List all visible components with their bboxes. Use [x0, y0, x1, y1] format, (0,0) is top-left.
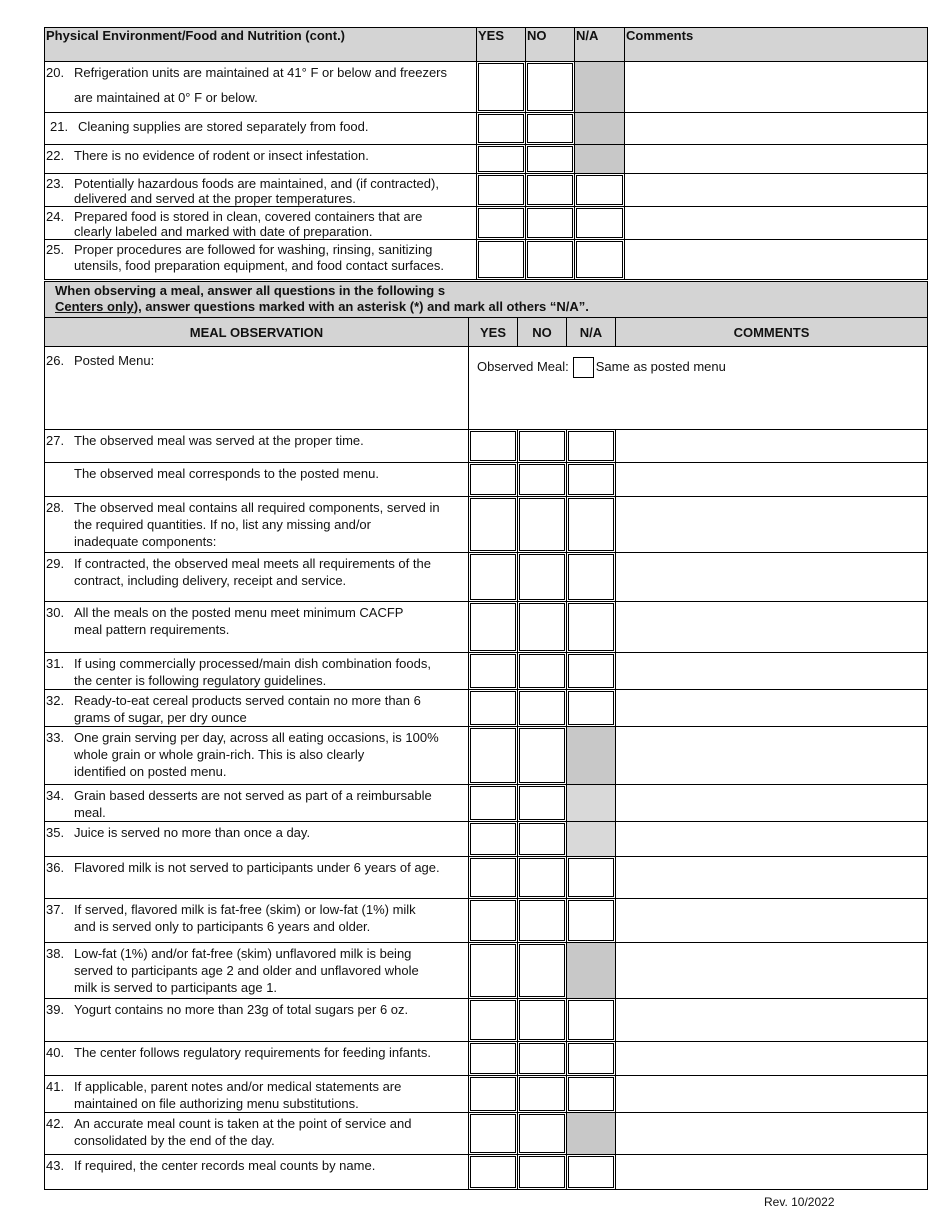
yes-checkbox[interactable] [469, 463, 518, 497]
question-text [45, 145, 477, 174]
question-row-29 [45, 553, 928, 602]
yes-checkbox[interactable] [469, 857, 518, 899]
yes-checkbox[interactable] [469, 899, 518, 943]
question-line: Prepared food is stored in clean, covered containers that are [74, 209, 423, 224]
question-line: Cleaning supplies are stored separately from food. [78, 119, 369, 134]
question-line: grams of sugar, per dry ounce [74, 710, 247, 725]
na-header: N/A [575, 28, 625, 62]
comments-field[interactable] [616, 1076, 928, 1113]
question-row-41 [45, 1076, 928, 1113]
question-row-31 [45, 653, 928, 690]
same-as-posted-checkbox[interactable] [573, 357, 594, 378]
comments-field[interactable] [616, 943, 928, 999]
question-number: 31. [46, 656, 65, 671]
question-row-43 [45, 1155, 928, 1190]
na-checkbox[interactable] [567, 430, 616, 463]
yes-header: YES [469, 318, 518, 347]
yes-checkbox[interactable] [469, 999, 518, 1042]
na-cell-disabled [567, 1113, 616, 1155]
question-row-34 [45, 785, 928, 822]
comments-header: Comments [625, 28, 928, 62]
question-row-33 [45, 727, 928, 785]
question-text [45, 1155, 469, 1190]
question-line: identified on posted menu. [74, 764, 227, 779]
question-number: 22. [46, 148, 65, 163]
question-text [45, 497, 469, 553]
same-as-posted-label: Same as posted menu [595, 358, 726, 374]
question-line: consolidated by the end of the day. [74, 1133, 275, 1148]
question-line: The observed meal was served at the proper time. [74, 433, 364, 448]
comments-field[interactable] [625, 113, 928, 145]
no-checkbox[interactable] [518, 999, 567, 1042]
question-line: One grain serving per day, across all eating occasions, is 100% [74, 730, 439, 745]
question-line: Juice is served no more than once a day. [74, 825, 311, 840]
question-row-23 [45, 174, 928, 207]
question-line: All the meals on the posted menu meet minimum CACFP [74, 605, 404, 620]
no-header: NO [526, 28, 575, 62]
question-line: Potentially hazardous foods are maintained, and (if contracted), [74, 176, 439, 191]
instructions-banner [45, 282, 928, 318]
question-line: If using commercially processed/main dish combination foods, [74, 656, 431, 671]
question-number: 42. [46, 1116, 65, 1131]
question-row-27 [45, 430, 928, 463]
question-text [45, 899, 469, 943]
question-line: If served, flavored milk is fat-free (skim) or low-fat (1%) milk [74, 902, 416, 917]
question-line: the required quantities. If no, list any missing and/or [74, 517, 371, 532]
no-checkbox[interactable] [518, 1113, 567, 1155]
yes-checkbox[interactable] [477, 113, 526, 145]
question-line: If applicable, parent notes and/or medical statements are [74, 1079, 402, 1094]
yes-checkbox[interactable] [469, 727, 518, 785]
question-line: Yogurt contains no more than 23g of total sugars per 6 oz. [74, 1002, 409, 1017]
no-checkbox[interactable] [518, 430, 567, 463]
question-number: 35. [46, 825, 65, 840]
no-checkbox[interactable] [518, 727, 567, 785]
no-checkbox[interactable] [518, 497, 567, 553]
na-checkbox[interactable] [567, 999, 616, 1042]
question-text [45, 999, 469, 1042]
posted-menu-label: Posted Menu: [74, 353, 155, 368]
question-row-37 [45, 899, 928, 943]
question-number: 30. [46, 605, 65, 620]
question-line: Flavored milk is not served to participants under 6 years of age. [74, 860, 440, 875]
question-number: 43. [46, 1158, 65, 1173]
question-number: 29. [46, 556, 65, 571]
question-text [45, 1113, 469, 1155]
question-row-32 [45, 690, 928, 727]
yes-checkbox[interactable] [477, 240, 526, 280]
question-text [45, 653, 469, 690]
question-text [45, 1042, 469, 1076]
question-text [45, 240, 477, 280]
na-checkbox[interactable] [567, 690, 616, 727]
na-checkbox[interactable] [575, 174, 625, 207]
na-checkbox[interactable] [567, 653, 616, 690]
posted-menu-cell[interactable] [45, 347, 469, 430]
question-number: 37. [46, 902, 65, 917]
no-checkbox[interactable] [526, 240, 575, 280]
question-line: milk is served to participants age 1. [74, 980, 278, 995]
yes-checkbox[interactable] [469, 553, 518, 602]
question-line: clearly labeled and marked with date of preparation. [74, 224, 373, 239]
question-text [45, 113, 477, 145]
comments-field[interactable] [616, 727, 928, 785]
question-text [45, 857, 469, 899]
question-line: whole grain or whole grain-rich. This is also clearly [74, 747, 365, 762]
question-number: 25. [46, 242, 65, 257]
comments-field[interactable] [616, 899, 928, 943]
yes-checkbox[interactable] [469, 653, 518, 690]
comments-field[interactable] [616, 1113, 928, 1155]
no-checkbox[interactable] [518, 553, 567, 602]
yes-checkbox[interactable] [469, 1155, 518, 1190]
question-line: An accurate meal count is taken at the point of service and [74, 1116, 412, 1131]
no-checkbox[interactable] [518, 857, 567, 899]
question-line: served to participants age 2 and older and unflavored whole [74, 963, 419, 978]
no-checkbox[interactable] [518, 822, 567, 857]
banner-line-2 [55, 299, 927, 315]
comments-field[interactable] [616, 497, 928, 553]
question-number: 41. [46, 1079, 65, 1094]
no-checkbox[interactable] [518, 943, 567, 999]
question-text [45, 1076, 469, 1113]
question-text [45, 430, 469, 463]
yes-checkbox[interactable] [469, 822, 518, 857]
no-checkbox[interactable] [518, 653, 567, 690]
na-checkbox[interactable] [567, 602, 616, 653]
question-number: 27. [46, 433, 65, 448]
no-checkbox[interactable] [518, 690, 567, 727]
comments-field[interactable] [616, 785, 928, 822]
question-number: 33. [46, 730, 65, 745]
question-line: meal pattern requirements. [74, 622, 230, 637]
question-number: 38. [46, 946, 65, 961]
question-number: 26. [46, 353, 65, 368]
comments-field[interactable] [616, 1042, 928, 1076]
comments-field[interactable] [616, 999, 928, 1042]
question-line: delivered and served at the proper temperatures. [74, 191, 356, 206]
question-text [45, 727, 469, 785]
comments-field[interactable] [616, 1155, 928, 1190]
question-number: 24. [46, 209, 65, 224]
na-cell-disabled [575, 145, 625, 174]
no-checkbox[interactable] [526, 174, 575, 207]
no-checkbox[interactable] [518, 899, 567, 943]
question-text [45, 174, 477, 207]
question-line: Grain based desserts are not served as part of a reimbursable [74, 788, 432, 803]
question-text [45, 822, 469, 857]
question-text [45, 785, 469, 822]
na-checkbox[interactable] [567, 463, 616, 497]
question-text [45, 943, 469, 999]
question-line: and is served only to participants 6 years and older. [74, 919, 371, 934]
observed-meal-cell [469, 347, 928, 430]
na-cell-disabled [567, 785, 616, 822]
no-checkbox[interactable] [518, 1155, 567, 1190]
question-line: the center is following regulatory guidelines. [74, 673, 327, 688]
na-checkbox[interactable] [567, 1076, 616, 1113]
yes-header: YES [477, 28, 526, 62]
question-row-40 [45, 1042, 928, 1076]
question-number: 28. [46, 500, 65, 515]
question-line: If required, the center records meal counts by name. [74, 1158, 376, 1173]
na-checkbox[interactable] [567, 1155, 616, 1190]
comments-field[interactable] [625, 174, 928, 207]
question-number: 20. [46, 65, 65, 80]
question-number: 34. [46, 788, 65, 803]
question-number: 39. [46, 1002, 65, 1017]
no-checkbox[interactable] [526, 62, 575, 113]
question-line: Low-fat (1%) and/or fat-free (skim) unflavored milk is being [74, 946, 412, 961]
na-checkbox[interactable] [567, 1042, 616, 1076]
question-text [45, 602, 469, 653]
yes-checkbox[interactable] [469, 785, 518, 822]
yes-checkbox[interactable] [477, 207, 526, 240]
question-row-27b [45, 463, 928, 497]
na-cell-disabled [567, 822, 616, 857]
no-checkbox[interactable] [526, 145, 575, 174]
na-cell-disabled [575, 62, 625, 113]
no-checkbox[interactable] [518, 602, 567, 653]
na-cell-disabled [567, 727, 616, 785]
na-header: N/A [567, 318, 616, 347]
yes-checkbox[interactable] [469, 602, 518, 653]
question-number: 36. [46, 860, 65, 875]
observed-meal-label: Observed Meal: [477, 358, 569, 374]
banner-text: ), answer questions marked with an asterisk (*) and mark all others “N/A”. [133, 299, 589, 314]
na-cell-disabled [575, 113, 625, 145]
na-cell-disabled [567, 943, 616, 999]
meal-observation-title: MEAL OBSERVATION [45, 318, 469, 347]
no-checkbox[interactable] [518, 785, 567, 822]
comments-header: COMMENTS [616, 318, 928, 347]
revision-label: Rev. 10/2022 [764, 1195, 835, 1209]
section1-header [45, 28, 928, 62]
question-row-35 [45, 822, 928, 857]
yes-checkbox[interactable] [469, 1113, 518, 1155]
question-line: The observed meal contains all required components, served in [74, 500, 440, 515]
yes-checkbox[interactable] [469, 497, 518, 553]
question-row-39 [45, 999, 928, 1042]
comments-field[interactable] [625, 207, 928, 240]
question-text [45, 463, 469, 497]
yes-checkbox[interactable] [469, 690, 518, 727]
comments-field[interactable] [625, 145, 928, 174]
question-row-25 [45, 240, 928, 280]
question-number: 32. [46, 693, 65, 708]
yes-checkbox[interactable] [469, 1076, 518, 1113]
question-number: 40. [46, 1045, 65, 1060]
no-checkbox[interactable] [518, 463, 567, 497]
meal-observation-table [44, 281, 928, 1190]
yes-checkbox[interactable] [469, 1042, 518, 1076]
question-row-26 [45, 347, 928, 430]
no-checkbox[interactable] [518, 1042, 567, 1076]
comments-field[interactable] [616, 653, 928, 690]
question-row-24 [45, 207, 928, 240]
question-line: Ready-to-eat cereal products served contain no more than 6 [74, 693, 421, 708]
question-line: are maintained at 0° F or below. [74, 90, 258, 105]
question-line: inadequate components: [74, 534, 217, 549]
question-line: utensils, food preparation equipment, and food contact surfaces. [74, 258, 445, 273]
question-text [45, 207, 477, 240]
comments-field[interactable] [616, 430, 928, 463]
question-line: The observed meal corresponds to the posted menu. [74, 466, 379, 481]
no-checkbox[interactable] [526, 207, 575, 240]
comments-field[interactable] [616, 463, 928, 497]
yes-checkbox[interactable] [477, 145, 526, 174]
question-row-21 [45, 113, 928, 145]
yes-checkbox[interactable] [469, 943, 518, 999]
na-checkbox[interactable] [575, 240, 625, 280]
banner-line-1: When observing a meal, answer all questions in the following s [55, 283, 446, 298]
question-number [46, 465, 74, 482]
question-line: If contracted, the observed meal meets all requirements of the [74, 556, 431, 571]
yes-checkbox[interactable] [469, 430, 518, 463]
question-number: 21. [50, 119, 69, 134]
question-line: The center follows regulatory requirements for feeding infants. [74, 1045, 431, 1060]
yes-checkbox[interactable] [477, 174, 526, 207]
comments-field[interactable] [616, 553, 928, 602]
question-text [45, 553, 469, 602]
question-line: maintained on file authorizing menu substitutions. [74, 1096, 359, 1111]
question-row-28 [45, 497, 928, 553]
question-text [45, 62, 477, 113]
banner-underlined-text: Centers only [55, 299, 134, 314]
question-row-36 [45, 857, 928, 899]
question-line: There is no evidence of rodent or insect infestation. [74, 148, 369, 163]
question-line: Proper procedures are followed for washing, rinsing, sanitizing [74, 242, 433, 257]
comments-field[interactable] [625, 240, 928, 280]
comments-field[interactable] [616, 602, 928, 653]
question-row-42 [45, 1113, 928, 1155]
question-line: Refrigeration units are maintained at 41° F or below and freezers [74, 65, 448, 80]
no-header: NO [518, 318, 567, 347]
comments-field[interactable] [616, 690, 928, 727]
section1-title: Physical Environment/Food and Nutrition (cont.) [45, 28, 477, 62]
na-checkbox[interactable] [575, 207, 625, 240]
comments-field[interactable] [625, 62, 928, 113]
na-checkbox[interactable] [567, 553, 616, 602]
question-row-38 [45, 943, 928, 999]
question-text [45, 690, 469, 727]
no-checkbox[interactable] [518, 1076, 567, 1113]
section2-header [45, 318, 928, 347]
question-line: contract, including delivery, receipt and service. [74, 573, 347, 588]
comments-field[interactable] [616, 822, 928, 857]
na-checkbox[interactable] [567, 497, 616, 553]
question-row-30 [45, 602, 928, 653]
question-row-20 [45, 62, 928, 113]
question-number: 23. [46, 176, 65, 191]
no-checkbox[interactable] [526, 113, 575, 145]
comments-field[interactable] [616, 857, 928, 899]
na-checkbox[interactable] [567, 857, 616, 899]
physical-environment-table [44, 27, 928, 280]
question-line: meal. [74, 805, 106, 820]
na-checkbox[interactable] [567, 899, 616, 943]
yes-checkbox[interactable] [477, 62, 526, 113]
question-row-22 [45, 145, 928, 174]
